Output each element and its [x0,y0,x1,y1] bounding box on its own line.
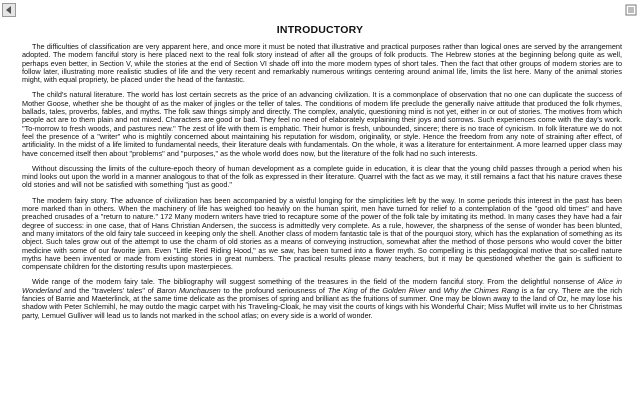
paragraph [22,278,622,319]
reader-toolbar [0,0,640,22]
paragraph: The modern fairy story. The advance of civilization has been accompanied by a wistful longing for the simplicities left by the way. In some periods this interest in the past has been more marked than in others. When the machinery of life has weighed too heavily on the human spirit, men have turned for relief to a contemplation of the "good old times" and have preached crusades of a "return to nature." 172 Many modern writers have tried to recapture some of the power of the folk tale by imitating its method. In many cases they have had a fair degree of success: in one case, that of Hans Christian Andersen, the success is admittedly very complete. As a rule, however, the sharpness of the sense of wonder has been blunted, and many imitators of the old fairy tale succeed in keeping only the shell. Another class of modern fantastic tale is that of the pourquoi story, which has the explanation of something as its object. Such tales grow out of the attempt to use the charm of old stories as a means of conveying instruction, somewhat after the method of those persons who would cover the bitter medicine with some of our favorite jam. Even "Little Red Riding Hood," as we saw, has been turned into a flower myth. So compelling is this pedagogical motive that so-called nature myths have been invented or made from existing stories in great numbers. The practical results please many teachers, but it may be questioned whether the gain is sufficient to compensate children for the distorting results upon masterpieces. [22,195,622,272]
menu-lines-icon [625,4,637,16]
paragraph: Without discussing the limits of the culture-epoch theory of human development as a complete guide in education, it is clear that the young child passes through a period when his mind looks out upon the world in a manner analogous to that of the folk as expressed in their literature. Quarrel with the fact as we may, it still remains a fact that his nature craves these old stories and will not be satisfied with something "just as good." [22,163,622,190]
text-run: and [425,285,444,295]
back-button[interactable] [2,3,16,17]
book-title: Baron Munchausen [156,285,221,295]
text-run: and the "travelers' tales" of [61,285,157,295]
menu-button[interactable] [624,3,638,17]
paragraph: The difficulties of classification are very apparent here, and once more it must be noted that illustrative and practical purposes rather than logical ones are served by the arrangement adopted. The modern fanciful story is here placed next to the real folk story instead of after all the groups of folk products. The Hebrew stories at the beginning belong quite as well, perhaps even better, in Section V, while the stories at the end of Section VI shade off into the more modern types of short tales. Then the fact that other groups of modern stories are to follow later, illustrating more realistic studies of life and the very recent and remarkably numerous writings centering around animal life, limits the list here. Many of the animal stories might, with equal propriety, be placed under the head of the fantastic. [22,42,622,85]
book-title: Why the Chimes Rang [443,285,520,295]
article-body [22,43,622,320]
text-run: is a far cry. There are the rich fancies of Barrie and Maeterlinck, at the same time delicate as the promises of spring and brilliant as the fruitions of summer. One may be blown away to the land of Oz, he may lose his shadow with Peter Schlemihl, he may outdo the magic carpet with his Traveling-Cloak, he may visit the courts of kings with his Wonderful Chair; Miss Muffet will invite us to her Christmas party, Lemuel Gulliver will lead us to lands not marked in the school atlas; on every side is a world of wonder. [22,285,623,320]
page-title: INTRODUCTORY [276,24,364,36]
text-run: to the profound seriousness of [220,285,328,295]
text-run: Wide range of the modern fairy tale. The bibliography will suggest something of the treasures in the field of the modern fanciful story. From the delightful nonsense of [32,277,598,287]
paragraph: The child's natural literature. The world has lost certain secrets as the price of an advancing civilization. It is a commonplace of observation that no one can duplicate the success of Mother Goose, whether she be thought of as the maker of jingles or the teller of tales. The conditions of modern life preclude the generally naive attitude that produced the folk rhymes, ballads, tales, proverbs, fables, and myths. The folk saw things simply and directly. The complex, analytic, questioning mind is not yet, either in or out of stories. The motives from which people act are to them plain and not mixed. Characters are good or bad. They feel no need of elaborately explaining their joys and sorrows. Such experiences come with the day's work. "To-morrow to fresh woods, and pastures new." The zest of life with them is emphatic. Their humor is fresh, unbounded, sincere; there is no trace of cynicism. In folk literature we do not feel the presence of a "writer" who is mightily concerned about maintaining his reputation for wisdom, originality, or style. Hence the freedom from any note of straining after effect, of artificiality. In the midst of a life limited to fundamental needs, their literature deals with fundamentals. On the whole, it was a literature for entertainment. A more learned upper class may have concerned itself then about "problems" and "purposes," as the whole world does now, but the literature of the folk had no such interests. [22,90,622,158]
book-title: Alice in Wonderland [22,277,622,295]
left-arrow-icon [4,5,14,15]
book-title: The King of the Golden River [327,285,426,295]
